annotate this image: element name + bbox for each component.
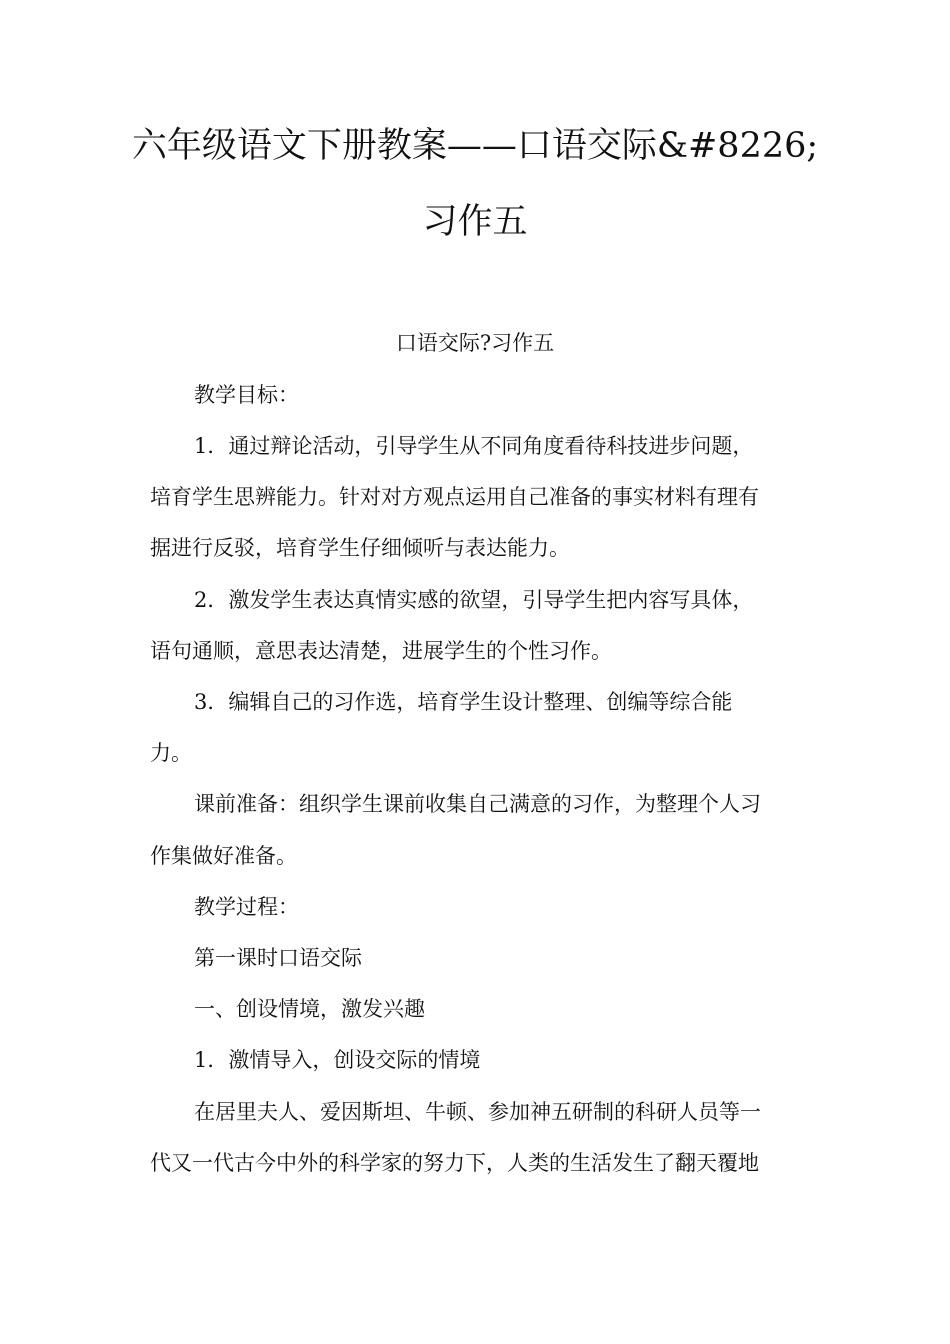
paragraph-line: 在居里夫人、爱因斯坦、牛顿、参加神五研制的科研人员等一 bbox=[194, 1100, 761, 1124]
paragraph-line: 作集做好准备。 bbox=[150, 844, 297, 868]
paragraph-line: 力。 bbox=[150, 741, 192, 765]
paragraph-line: 1．激情导入，创设交际的情境 bbox=[194, 1048, 481, 1072]
paragraph-line: 语句通顺，意思表达清楚，进展学生的个性习作。 bbox=[150, 639, 612, 663]
document-title-line-2: 习作五 bbox=[422, 202, 528, 242]
paragraph-line: 教学目标： bbox=[194, 383, 299, 407]
paragraph-line: 2．激发学生表达真情实感的欲望，引导学生把内容写具体， bbox=[194, 588, 754, 612]
paragraph-line: 第一课时口语交际 bbox=[194, 946, 362, 970]
paragraph-line: 3．编辑自己的习作选，培育学生设计整理、创编等综合能 bbox=[194, 690, 733, 714]
paragraph-line: 据进行反驳，培育学生仔细倾听与表达能力。 bbox=[150, 536, 570, 560]
paragraph-line: 课前准备：组织学生课前收集自己满意的习作，为整理个人习 bbox=[194, 792, 761, 816]
paragraph-line: 1．通过辩论活动，引导学生从不同角度看待科技进步问题， bbox=[194, 434, 754, 458]
paragraph-line: 代又一代古今中外的科学家的努力下，人类的生活发生了翻天覆地 bbox=[150, 1151, 759, 1175]
section-subtitle: 口语交际?习作五 bbox=[395, 331, 555, 355]
paragraph-line: 一、创设情境，激发兴趣 bbox=[194, 997, 425, 1021]
document-title-line-1: 六年级语文下册教案——口语交际&#8226; bbox=[131, 126, 819, 166]
paragraph-line: 培育学生思辨能力。针对对方观点运用自己准备的事实材料有理有 bbox=[150, 485, 759, 509]
paragraph-line: 教学过程： bbox=[194, 895, 299, 919]
